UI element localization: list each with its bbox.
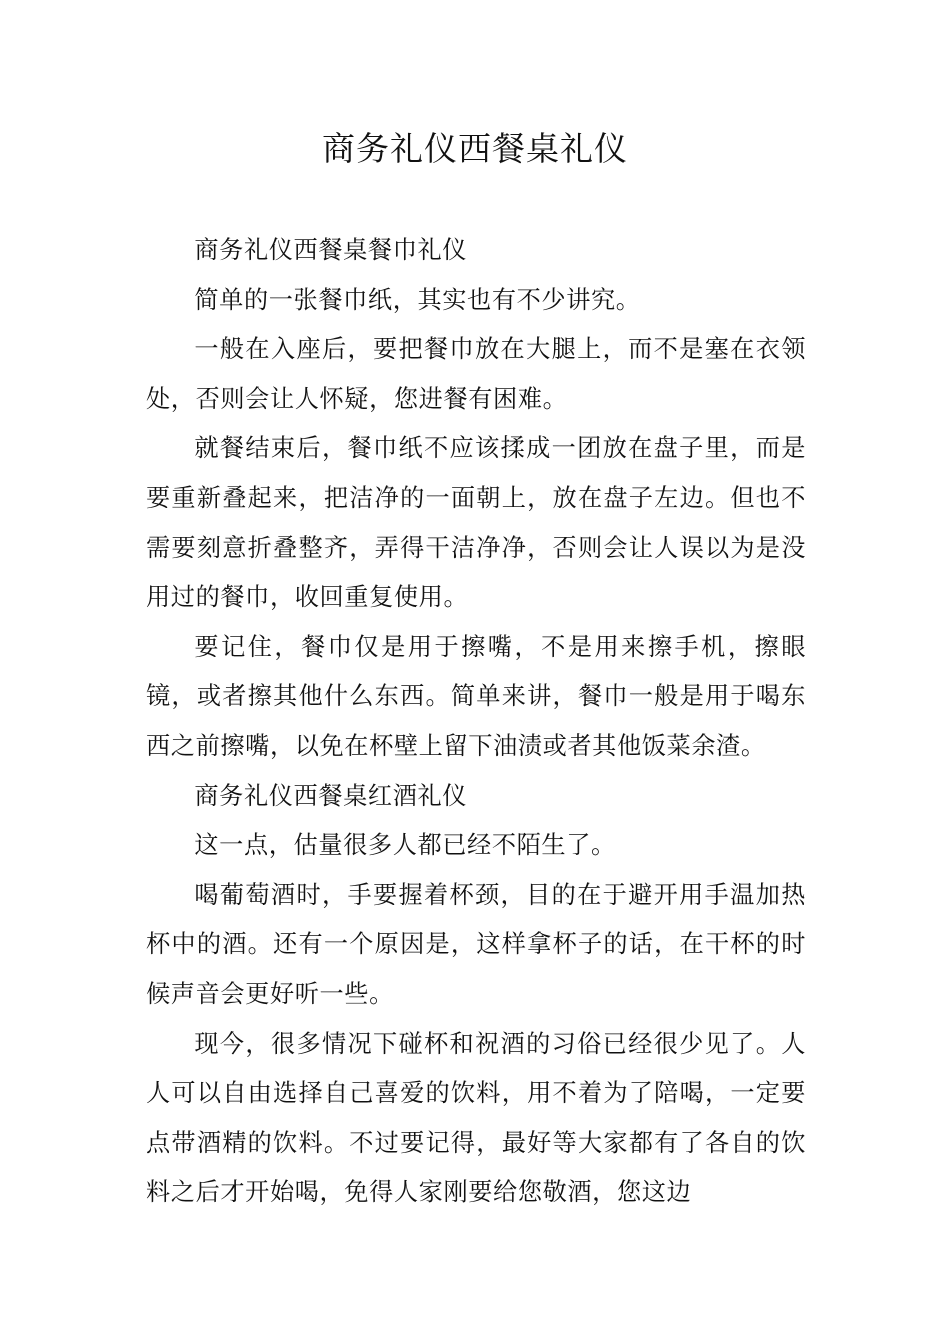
document-body: [146, 226, 806, 1218]
paragraph-8: 喝葡萄酒时，手要握着杯颈，目的在于避开用手温加热杯中的酒。还有一个原因是，这样拿杯子的话，在干杯的时候声音会更好听一些。: [146, 880, 806, 1008]
paragraph-1: 商务礼仪西餐桌餐巾礼仪: [194, 236, 468, 264]
paragraph-2: 简单的一张餐巾纸，其实也有不少讲究。: [194, 285, 641, 314]
paragraph-7: 这一点，估量很多人都已经不陌生了。: [194, 831, 616, 860]
paragraph-9: 现今，很多情况下碰杯和祝酒的习俗已经很少见了。人人可以自由选择自己喜爱的饮料，用不着为了陪喝，一定要点带酒精的饮料。不过要记得，最好等大家都有了各自的饮料之后才开始喝，免得人家刚要给您敬酒，您这边: [146, 1029, 806, 1207]
paragraph-4: 就餐结束后，餐巾纸不应该揉成一团放在盘子里，而是要重新叠起来，把洁净的一面朝上，放在盘子左边。但也不需要刻意折叠整齐，弄得干洁净净，否则会让人误以为是没用过的餐巾，收回重复使用。: [146, 434, 806, 612]
paragraph-6: 商务礼仪西餐桌红酒礼仪: [194, 781, 468, 810]
page-title: 商务礼仪西餐桌礼仪: [322, 129, 628, 168]
paragraph-3: 一般在入座后，要把餐巾放在大腿上，而不是塞在衣领处，否则会让人怀疑，您进餐有困难。: [146, 335, 806, 413]
paragraph-5: 要记住，餐巾仅是用于擦嘴，不是用来擦手机，擦眼镜，或者擦其他什么东西。简单来讲，餐巾一般是用于喝东西之前擦嘴，以免在杯壁上留下油渍或者其他饭菜余渣。: [146, 632, 806, 760]
